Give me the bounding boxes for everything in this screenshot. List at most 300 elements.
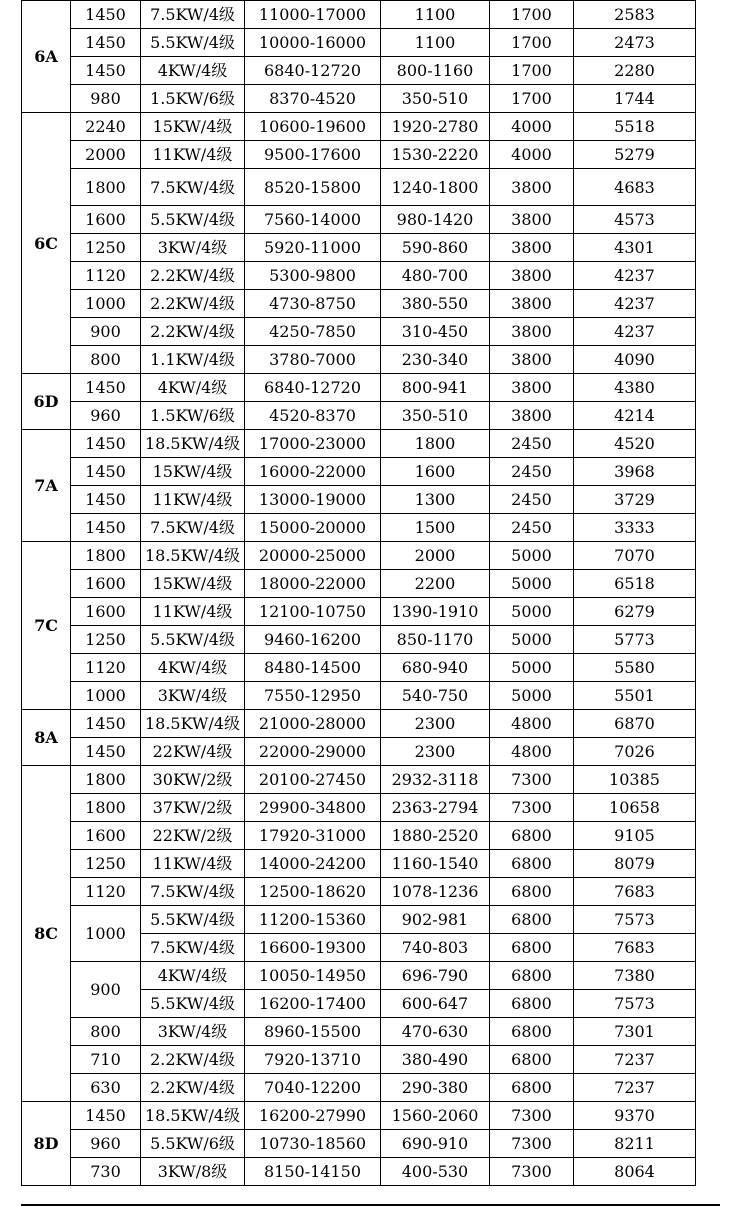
pressure-cell: 1600	[381, 458, 490, 486]
weight-cell: 7380	[574, 962, 696, 990]
table-row	[22, 57, 696, 85]
table-row	[22, 794, 696, 822]
airflow-cell: 16000-22000	[245, 458, 381, 486]
airflow-cell: 7040-12200	[245, 1074, 381, 1102]
weight-cell: 5518	[574, 113, 696, 141]
airflow-cell: 21000-28000	[245, 710, 381, 738]
weight-cell: 4090	[574, 346, 696, 374]
airflow-cell: 16200-17400	[245, 990, 381, 1018]
airflow-cell: 7560-14000	[245, 206, 381, 234]
table-row	[22, 486, 696, 514]
model-cell: 8C	[22, 766, 71, 1102]
airflow-cell: 18000-22000	[245, 570, 381, 598]
motor-cell: 5.5KW/4级	[141, 990, 245, 1018]
model-cell: 8A	[22, 710, 71, 766]
weight-cell: 2583	[574, 1, 696, 29]
airflow-cell: 10050-14950	[245, 962, 381, 990]
pressure-cell: 230-340	[381, 346, 490, 374]
pressure-cell: 1800	[381, 430, 490, 458]
length-cell: 7300	[490, 1158, 574, 1186]
speed-cell: 1450	[71, 374, 141, 402]
weight-cell: 4237	[574, 262, 696, 290]
airflow-cell: 29900-34800	[245, 794, 381, 822]
length-cell: 6800	[490, 962, 574, 990]
airflow-cell: 4730-8750	[245, 290, 381, 318]
speed-cell: 1600	[71, 598, 141, 626]
airflow-cell: 16600-19300	[245, 934, 381, 962]
speed-cell: 1600	[71, 570, 141, 598]
length-cell: 6800	[490, 850, 574, 878]
motor-cell: 2.2KW/4级	[141, 1046, 245, 1074]
model-cell: 6D	[22, 374, 71, 430]
table-row	[22, 85, 696, 113]
motor-cell: 7.5KW/4级	[141, 514, 245, 542]
airflow-cell: 8370-4520	[245, 85, 381, 113]
pressure-cell: 2363-2794	[381, 794, 490, 822]
weight-cell: 9105	[574, 822, 696, 850]
weight-cell: 5501	[574, 682, 696, 710]
weight-cell: 7301	[574, 1018, 696, 1046]
pressure-cell: 2300	[381, 738, 490, 766]
motor-cell: 11KW/4级	[141, 486, 245, 514]
airflow-cell: 12500-18620	[245, 878, 381, 906]
airflow-cell: 9460-16200	[245, 626, 381, 654]
table-row	[22, 290, 696, 318]
pressure-cell: 902-981	[381, 906, 490, 934]
weight-cell: 7237	[574, 1046, 696, 1074]
motor-cell: 3KW/4级	[141, 234, 245, 262]
motor-cell: 4KW/4级	[141, 654, 245, 682]
pressure-cell: 980-1420	[381, 206, 490, 234]
table-row	[22, 654, 696, 682]
length-cell: 6800	[490, 1074, 574, 1102]
speed-cell: 730	[71, 1158, 141, 1186]
airflow-cell: 8480-14500	[245, 654, 381, 682]
length-cell: 1700	[490, 85, 574, 113]
speed-cell: 1600	[71, 822, 141, 850]
fan-spec-table	[21, 0, 696, 1186]
speed-cell: 960	[71, 402, 141, 430]
pressure-cell: 1240-1800	[381, 169, 490, 206]
pressure-cell: 290-380	[381, 1074, 490, 1102]
motor-cell: 4KW/4级	[141, 57, 245, 85]
weight-cell: 7237	[574, 1074, 696, 1102]
airflow-cell: 20000-25000	[245, 542, 381, 570]
pressure-cell: 1100	[381, 29, 490, 57]
motor-cell: 11KW/4级	[141, 598, 245, 626]
length-cell: 4000	[490, 141, 574, 169]
table-row	[22, 1018, 696, 1046]
airflow-cell: 15000-20000	[245, 514, 381, 542]
length-cell: 1700	[490, 29, 574, 57]
motor-cell: 18.5KW/4级	[141, 430, 245, 458]
length-cell: 3800	[490, 234, 574, 262]
airflow-cell: 7920-13710	[245, 1046, 381, 1074]
weight-cell: 10385	[574, 766, 696, 794]
motor-cell: 7.5KW/4级	[141, 1, 245, 29]
airflow-cell: 12100-10750	[245, 598, 381, 626]
motor-cell: 18.5KW/4级	[141, 542, 245, 570]
table-row	[22, 141, 696, 169]
pressure-cell: 740-803	[381, 934, 490, 962]
length-cell: 4000	[490, 113, 574, 141]
length-cell: 6800	[490, 934, 574, 962]
length-cell: 7300	[490, 766, 574, 794]
length-cell: 5000	[490, 570, 574, 598]
pressure-cell: 590-860	[381, 234, 490, 262]
pressure-cell: 380-550	[381, 290, 490, 318]
table-row	[22, 542, 696, 570]
length-cell: 7300	[490, 1102, 574, 1130]
model-cell: 7A	[22, 430, 71, 542]
pressure-cell: 400-530	[381, 1158, 490, 1186]
length-cell: 3800	[490, 346, 574, 374]
pressure-cell: 2200	[381, 570, 490, 598]
length-cell: 5000	[490, 626, 574, 654]
weight-cell: 3333	[574, 514, 696, 542]
motor-cell: 15KW/4级	[141, 113, 245, 141]
length-cell: 5000	[490, 682, 574, 710]
weight-cell: 7683	[574, 878, 696, 906]
airflow-cell: 4520-8370	[245, 402, 381, 430]
weight-cell: 10658	[574, 794, 696, 822]
length-cell: 6800	[490, 990, 574, 1018]
length-cell: 7300	[490, 1130, 574, 1158]
airflow-cell: 13000-19000	[245, 486, 381, 514]
pressure-cell: 696-790	[381, 962, 490, 990]
pressure-cell: 470-630	[381, 1018, 490, 1046]
weight-cell: 4520	[574, 430, 696, 458]
speed-cell: 2000	[71, 141, 141, 169]
motor-cell: 18.5KW/4级	[141, 1102, 245, 1130]
pressure-cell: 1530-2220	[381, 141, 490, 169]
length-cell: 6800	[490, 1046, 574, 1074]
speed-cell: 1120	[71, 878, 141, 906]
airflow-cell: 5300-9800	[245, 262, 381, 290]
weight-cell: 8079	[574, 850, 696, 878]
motor-cell: 22KW/2级	[141, 822, 245, 850]
motor-cell: 1.5KW/6级	[141, 85, 245, 113]
pressure-cell: 600-647	[381, 990, 490, 1018]
weight-cell: 6518	[574, 570, 696, 598]
table-row	[22, 850, 696, 878]
model-cell: 7C	[22, 542, 71, 710]
table-row	[22, 234, 696, 262]
table-row	[22, 1046, 696, 1074]
weight-cell: 5279	[574, 141, 696, 169]
speed-cell: 1450	[71, 514, 141, 542]
airflow-cell: 10730-18560	[245, 1130, 381, 1158]
motor-cell: 37KW/2级	[141, 794, 245, 822]
motor-cell: 15KW/4级	[141, 458, 245, 486]
table-row	[22, 318, 696, 346]
weight-cell: 4214	[574, 402, 696, 430]
length-cell: 2450	[490, 486, 574, 514]
length-cell: 5000	[490, 542, 574, 570]
airflow-cell: 9500-17600	[245, 141, 381, 169]
table-row	[22, 710, 696, 738]
airflow-cell: 11200-15360	[245, 906, 381, 934]
weight-cell: 2473	[574, 29, 696, 57]
length-cell: 6800	[490, 906, 574, 934]
airflow-cell: 20100-27450	[245, 766, 381, 794]
table-row	[22, 113, 696, 141]
weight-cell: 7070	[574, 542, 696, 570]
speed-cell: 1000	[71, 290, 141, 318]
table-row	[22, 570, 696, 598]
motor-cell: 5.5KW/4级	[141, 906, 245, 934]
pressure-cell: 680-940	[381, 654, 490, 682]
length-cell: 3800	[490, 262, 574, 290]
table-row	[22, 29, 696, 57]
table-row	[22, 1102, 696, 1130]
weight-cell: 4380	[574, 374, 696, 402]
airflow-cell: 8520-15800	[245, 169, 381, 206]
weight-cell: 9370	[574, 1102, 696, 1130]
speed-cell: 1250	[71, 626, 141, 654]
length-cell: 6800	[490, 1018, 574, 1046]
weight-cell: 4301	[574, 234, 696, 262]
table-row	[22, 766, 696, 794]
speed-cell: 1450	[71, 29, 141, 57]
table-row	[22, 374, 696, 402]
motor-cell: 7.5KW/4级	[141, 878, 245, 906]
speed-cell: 1450	[71, 710, 141, 738]
motor-cell: 2.2KW/4级	[141, 262, 245, 290]
table-row	[22, 1130, 696, 1158]
airflow-cell: 17920-31000	[245, 822, 381, 850]
motor-cell: 5.5KW/4级	[141, 29, 245, 57]
motor-cell: 5.5KW/6级	[141, 1130, 245, 1158]
speed-cell: 1600	[71, 206, 141, 234]
motor-cell: 4KW/4级	[141, 374, 245, 402]
airflow-cell: 3780-7000	[245, 346, 381, 374]
motor-cell: 3KW/8级	[141, 1158, 245, 1186]
airflow-cell: 8960-15500	[245, 1018, 381, 1046]
table-row	[22, 169, 696, 206]
length-cell: 5000	[490, 598, 574, 626]
pressure-cell: 2000	[381, 542, 490, 570]
weight-cell: 2280	[574, 57, 696, 85]
airflow-cell: 14000-24200	[245, 850, 381, 878]
pressure-cell: 480-700	[381, 262, 490, 290]
speed-cell: 710	[71, 1046, 141, 1074]
speed-cell: 900	[71, 962, 141, 1018]
speed-cell: 1450	[71, 1102, 141, 1130]
pressure-cell: 690-910	[381, 1130, 490, 1158]
pressure-cell: 1560-2060	[381, 1102, 490, 1130]
speed-cell: 1120	[71, 654, 141, 682]
pressure-cell: 800-1160	[381, 57, 490, 85]
weight-cell: 1744	[574, 85, 696, 113]
motor-cell: 1.1KW/4级	[141, 346, 245, 374]
pressure-cell: 1500	[381, 514, 490, 542]
motor-cell: 5.5KW/4级	[141, 626, 245, 654]
motor-cell: 30KW/2级	[141, 766, 245, 794]
speed-cell: 900	[71, 318, 141, 346]
length-cell: 3800	[490, 402, 574, 430]
length-cell: 3800	[490, 318, 574, 346]
pressure-cell: 1880-2520	[381, 822, 490, 850]
speed-cell: 1800	[71, 169, 141, 206]
length-cell: 7300	[490, 794, 574, 822]
table-row	[22, 878, 696, 906]
pressure-cell: 1300	[381, 486, 490, 514]
weight-cell: 3968	[574, 458, 696, 486]
weight-cell: 3729	[574, 486, 696, 514]
motor-cell: 2.2KW/4级	[141, 1074, 245, 1102]
pressure-cell: 350-510	[381, 402, 490, 430]
speed-cell: 800	[71, 1018, 141, 1046]
airflow-cell: 6840-12720	[245, 374, 381, 402]
table-row	[22, 682, 696, 710]
airflow-cell: 6840-12720	[245, 57, 381, 85]
pressure-cell: 1160-1540	[381, 850, 490, 878]
length-cell: 1700	[490, 1, 574, 29]
pressure-cell: 2300	[381, 710, 490, 738]
length-cell: 6800	[490, 822, 574, 850]
table-row	[22, 458, 696, 486]
motor-cell: 7.5KW/4级	[141, 169, 245, 206]
pressure-cell: 1390-1910	[381, 598, 490, 626]
model-cell: 6A	[22, 1, 71, 113]
table-row	[22, 206, 696, 234]
length-cell: 3800	[490, 169, 574, 206]
pressure-cell: 380-490	[381, 1046, 490, 1074]
airflow-cell: 5920-11000	[245, 234, 381, 262]
model-cell: 8D	[22, 1102, 71, 1186]
speed-cell: 1450	[71, 1, 141, 29]
speed-cell: 1000	[71, 906, 141, 962]
table-row	[22, 598, 696, 626]
weight-cell: 7573	[574, 990, 696, 1018]
speed-cell: 1450	[71, 57, 141, 85]
speed-cell: 1250	[71, 850, 141, 878]
airflow-cell: 8150-14150	[245, 1158, 381, 1186]
length-cell: 6800	[490, 878, 574, 906]
speed-cell: 630	[71, 1074, 141, 1102]
pressure-cell: 350-510	[381, 85, 490, 113]
speed-cell: 1120	[71, 262, 141, 290]
pressure-cell: 540-750	[381, 682, 490, 710]
motor-cell: 15KW/4级	[141, 570, 245, 598]
speed-cell: 1800	[71, 766, 141, 794]
pressure-cell: 1100	[381, 1, 490, 29]
motor-cell: 2.2KW/4级	[141, 318, 245, 346]
airflow-cell: 10000-16000	[245, 29, 381, 57]
table-row	[22, 1074, 696, 1102]
motor-cell: 11KW/4级	[141, 141, 245, 169]
length-cell: 2450	[490, 514, 574, 542]
speed-cell: 1450	[71, 486, 141, 514]
motor-cell: 7.5KW/4级	[141, 934, 245, 962]
motor-cell: 4KW/4级	[141, 962, 245, 990]
table-row	[22, 1158, 696, 1186]
weight-cell: 7026	[574, 738, 696, 766]
weight-cell: 5580	[574, 654, 696, 682]
weight-cell: 4683	[574, 169, 696, 206]
weight-cell: 8064	[574, 1158, 696, 1186]
speed-cell: 1800	[71, 794, 141, 822]
speed-cell: 1450	[71, 458, 141, 486]
table-row	[22, 822, 696, 850]
weight-cell: 4573	[574, 206, 696, 234]
speed-cell: 1800	[71, 542, 141, 570]
table-row	[22, 626, 696, 654]
pressure-cell: 1920-2780	[381, 113, 490, 141]
model-cell: 6C	[22, 113, 71, 374]
speed-cell: 1450	[71, 738, 141, 766]
speed-cell: 2240	[71, 113, 141, 141]
weight-cell: 8211	[574, 1130, 696, 1158]
motor-cell: 1.5KW/6级	[141, 402, 245, 430]
motor-cell: 22KW/4级	[141, 738, 245, 766]
pressure-cell: 850-1170	[381, 626, 490, 654]
weight-cell: 4237	[574, 290, 696, 318]
table-body	[22, 1, 696, 1186]
motor-cell: 3KW/4级	[141, 682, 245, 710]
speed-cell: 1250	[71, 234, 141, 262]
pressure-cell: 800-941	[381, 374, 490, 402]
weight-cell: 6870	[574, 710, 696, 738]
weight-cell: 7573	[574, 906, 696, 934]
speed-cell: 800	[71, 346, 141, 374]
motor-cell: 3KW/4级	[141, 1018, 245, 1046]
weight-cell: 6279	[574, 598, 696, 626]
airflow-cell: 16200-27990	[245, 1102, 381, 1130]
speed-cell: 980	[71, 85, 141, 113]
weight-cell: 5773	[574, 626, 696, 654]
motor-cell: 18.5KW/4级	[141, 710, 245, 738]
length-cell: 2450	[490, 430, 574, 458]
length-cell: 2450	[490, 458, 574, 486]
table-row	[22, 514, 696, 542]
weight-cell: 4237	[574, 318, 696, 346]
weight-cell: 7683	[574, 934, 696, 962]
table-row	[22, 346, 696, 374]
table-row	[22, 430, 696, 458]
length-cell: 3800	[490, 206, 574, 234]
airflow-cell: 22000-29000	[245, 738, 381, 766]
table-row	[22, 262, 696, 290]
table-row	[22, 1, 696, 29]
length-cell: 4800	[490, 710, 574, 738]
length-cell: 5000	[490, 654, 574, 682]
length-cell: 3800	[490, 374, 574, 402]
length-cell: 1700	[490, 57, 574, 85]
speed-cell: 1450	[71, 430, 141, 458]
motor-cell: 11KW/4级	[141, 850, 245, 878]
length-cell: 3800	[490, 290, 574, 318]
pressure-cell: 310-450	[381, 318, 490, 346]
pressure-cell: 1078-1236	[381, 878, 490, 906]
table-row	[22, 738, 696, 766]
speed-cell: 1000	[71, 682, 141, 710]
airflow-cell: 7550-12950	[245, 682, 381, 710]
speed-cell: 960	[71, 1130, 141, 1158]
pressure-cell: 2932-3118	[381, 766, 490, 794]
airflow-cell: 17000-23000	[245, 430, 381, 458]
table-row	[22, 402, 696, 430]
length-cell: 4800	[490, 738, 574, 766]
table-row	[22, 962, 696, 990]
motor-cell: 2.2KW/4级	[141, 290, 245, 318]
table-row	[22, 906, 696, 934]
motor-cell: 5.5KW/4级	[141, 206, 245, 234]
airflow-cell: 11000-17000	[245, 1, 381, 29]
airflow-cell: 4250-7850	[245, 318, 381, 346]
airflow-cell: 10600-19600	[245, 113, 381, 141]
